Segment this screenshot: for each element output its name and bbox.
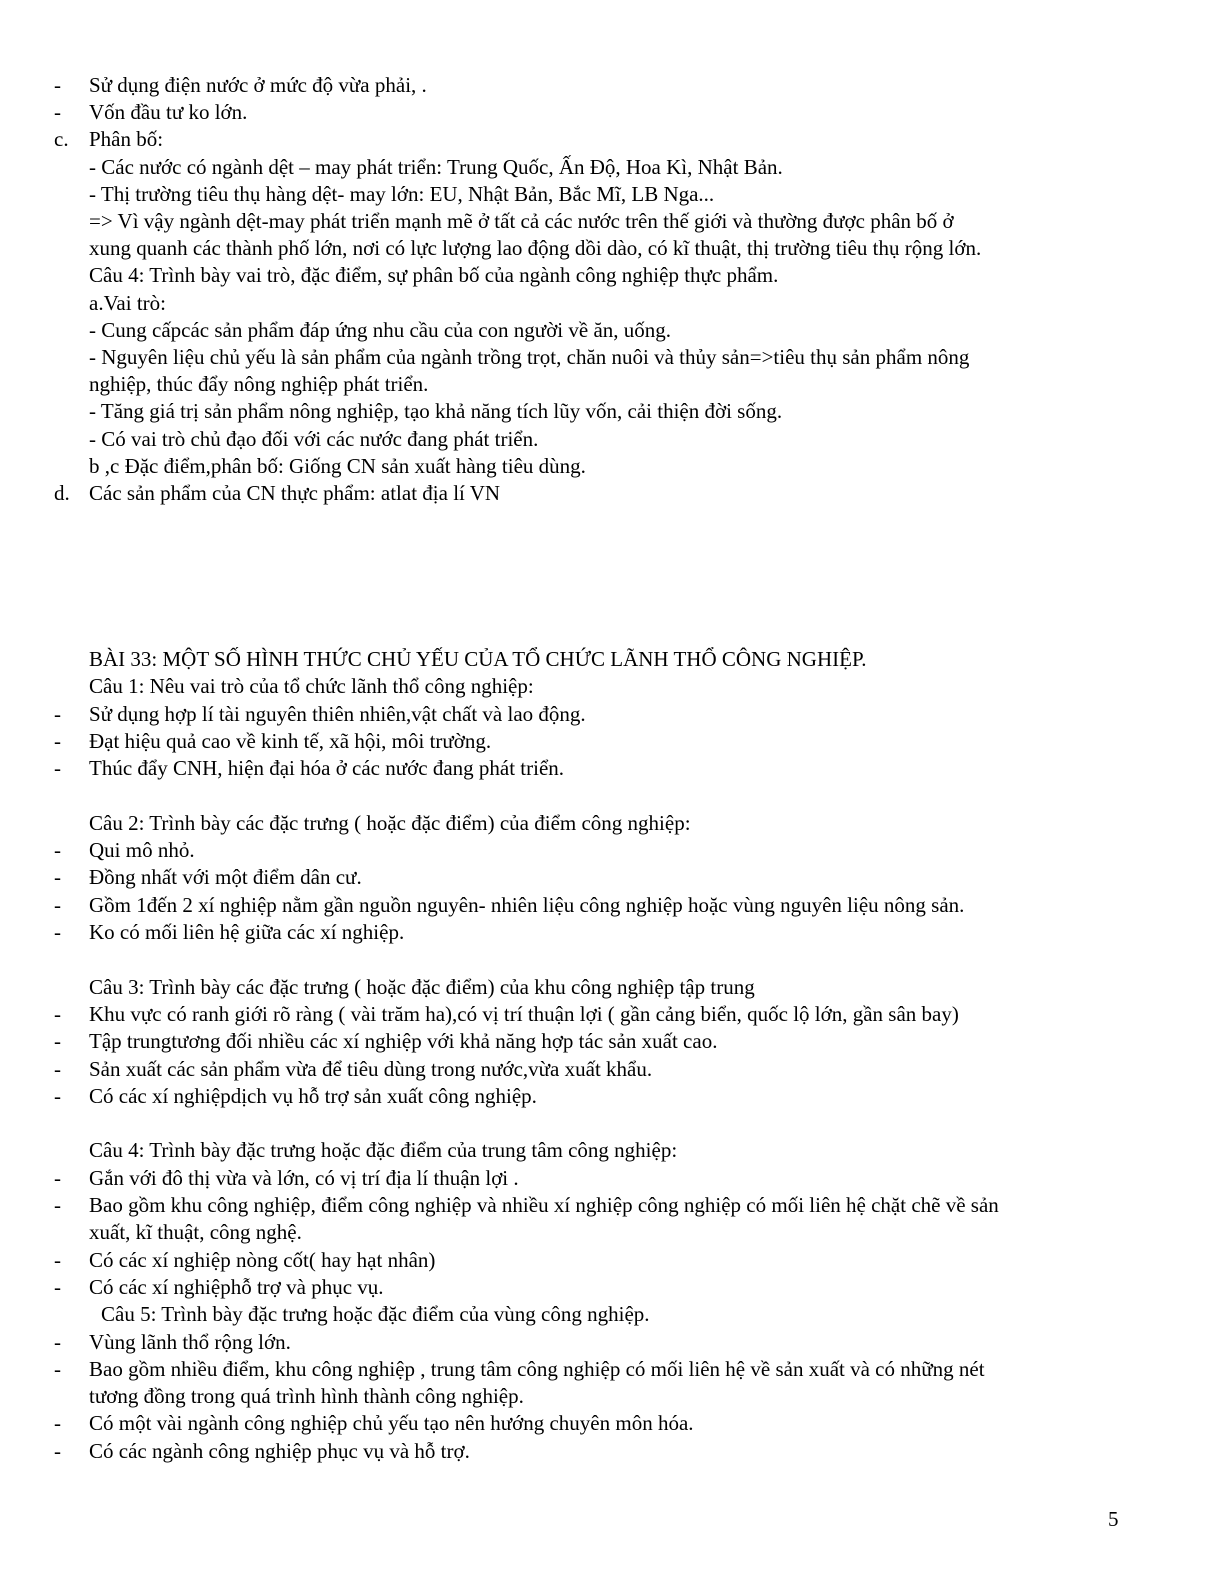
text-line (0, 426, 1224, 453)
line-text: Thúc đẩy CNH, hiện đại hóa ở các nước đang phát triển. (89, 756, 565, 781)
list-marker: - (54, 756, 61, 781)
text-line (0, 480, 1224, 507)
text-line (0, 72, 1224, 99)
text-line (0, 317, 1224, 344)
list-marker: - (54, 1247, 61, 1272)
line-text: Đạt hiệu quả cao về kinh tế, xã hội, môi trường. (89, 728, 492, 753)
list-marker: - (54, 838, 61, 863)
text-line (0, 1356, 1224, 1383)
list-marker: - (54, 1193, 61, 1217)
line-text: a.Vai trò: (89, 290, 166, 315)
line-text: Câu 5: Trình bày đặc trưng hoặc đặc điểm của vùng công nghiệp. (101, 1302, 650, 1327)
line-text: Ko có mối liên hệ giữa các xí nghiệp. (89, 920, 405, 944)
list-marker: - (54, 100, 61, 125)
line-text: Gắn với đô thị vừa và lớn, có vị trí địa lí thuận lợi . (89, 1165, 519, 1190)
line-text: xuất, kĩ thuật, công nghệ. (89, 1220, 302, 1245)
line-text: Câu 4: Trình bày đặc trưng hoặc đặc điểm của trung tâm công nghiệp: (89, 1138, 678, 1163)
text-line (0, 864, 1224, 891)
text-line (0, 99, 1224, 126)
text-line (0, 235, 1224, 262)
line-text: Gồm 1đến 2 xí nghiệp nằm gần nguồn nguyên- nhiên liệu công nghiệp hoặc vùng nguyên liệu nông sản. (89, 892, 965, 917)
list-marker: - (54, 1411, 61, 1436)
text-line (0, 701, 1224, 728)
text-line (0, 1219, 1224, 1246)
line-text: Câu 1: Nêu vai trò của tổ chức lãnh thổ công nghiệp: (89, 674, 534, 699)
text-line (0, 1028, 1224, 1055)
line-text: - Các nước có ngành dệt – may phát triển: Trung Quốc, Ấn Độ, Hoa Kì, Nhật Bản. (89, 154, 783, 179)
text-line (0, 728, 1224, 755)
text-line (0, 919, 1224, 946)
text-line (0, 1165, 1224, 1192)
list-marker: c. (54, 127, 69, 152)
text-line (0, 837, 1224, 864)
line-text: b ,c Đặc điểm,phân bố: Giống CN sản xuất hàng tiêu dùng. (89, 453, 586, 478)
line-text: Có các xí nghiệphỗ trợ và phục vụ. (89, 1274, 384, 1299)
text-line (0, 755, 1224, 782)
text-line (0, 1329, 1224, 1356)
text-line (0, 1247, 1224, 1274)
line-text: Câu 3: Trình bày các đặc trưng ( hoặc đặc điểm) của khu công nghiệp tập trung (89, 974, 755, 999)
line-text: Có các xí nghiệpdịch vụ hỗ trợ sản xuất công nghiệp. (89, 1083, 537, 1108)
text-line (0, 1110, 1224, 1137)
text-line (0, 208, 1224, 235)
line-text: Có các xí nghiệp nòng cốt( hay hạt nhân) (89, 1247, 436, 1272)
text-line (0, 290, 1224, 317)
page-number: 5 (1108, 1507, 1119, 1531)
text-line (0, 344, 1224, 371)
text-line (0, 783, 1224, 810)
list-marker: - (54, 1165, 61, 1190)
text-line (0, 1192, 1224, 1219)
line-text: tương đồng trong quá trình hình thành công nghiệp. (89, 1384, 524, 1409)
list-marker: - (54, 73, 61, 97)
list-marker: - (54, 728, 61, 753)
text-line (0, 262, 1224, 289)
list-marker: - (54, 1356, 61, 1381)
text-line (0, 1083, 1224, 1110)
text-line (0, 398, 1224, 425)
list-marker: - (54, 1001, 61, 1026)
list-marker: - (54, 1029, 61, 1054)
line-text: - Tăng giá trị sản phẩm nông nghiệp, tạo khả năng tích lũy vốn, cải thiện đời sống. (89, 399, 783, 424)
text-line (0, 371, 1224, 398)
line-text: Câu 4: Trình bày vai trò, đặc điểm, sự phân bố của ngành công nghiệp thực phẩm. (89, 263, 779, 288)
text-line (0, 154, 1224, 181)
line-text: Vốn đầu tư ko lớn. (89, 100, 248, 125)
line-text: => Vì vậy ngành dệt-may phát triển mạnh mẽ ở tất cả các nước trên thế giới và thường được phân bố ở (89, 209, 954, 233)
line-text: Đồng nhất với một điểm dân cư. (89, 865, 362, 890)
line-text: Phân bố: (89, 127, 164, 152)
list-marker: d. (54, 481, 70, 505)
text-line (0, 673, 1224, 700)
line-text: Tập trungtương đối nhiều các xí nghiệp với khả năng hợp tác sản xuất cao. (89, 1029, 718, 1054)
text-line (0, 974, 1224, 1001)
line-text: Sản xuất các sản phẩm vừa để tiêu dùng trong nước,vừa xuất khẩu. (89, 1056, 653, 1081)
line-text: Các sản phẩm của CN thực phẩm: atlat địa lí VN (89, 481, 501, 505)
text-line (0, 646, 1224, 673)
line-text: - Thị trường tiêu thụ hàng dệt- may lớn: EU, Nhật Bản, Bắc Mĩ, LB Nga... (89, 181, 715, 206)
list-marker: - (54, 1083, 61, 1108)
text-line (0, 1056, 1224, 1083)
line-text: - Nguyên liệu chủ yếu là sản phẩm của ngành trồng trọt, chăn nuôi và thủy sản=>tiêu thụ sản phẩm nông (89, 345, 970, 369)
text-line (0, 946, 1224, 973)
text-line (0, 1274, 1224, 1301)
text-line (0, 181, 1224, 208)
line-text: Câu 2: Trình bày các đặc trưng ( hoặc đặc điểm) của điểm công nghiệp: (89, 810, 691, 835)
line-text: Bao gồm nhiều điểm, khu công nghiệp , trung tâm công nghiệp có mối liên hệ về sản xuất và có những nét (89, 1356, 985, 1381)
text-line (0, 1301, 1224, 1328)
line-text: Vùng lãnh thổ rộng lớn. (89, 1329, 291, 1354)
line-text: Sử dụng điện nước ở mức độ vừa phải, . (89, 73, 427, 97)
line-text: nghiệp, thúc đẩy nông nghiệp phát triển. (89, 372, 429, 397)
list-marker: - (54, 1438, 61, 1463)
text-line (0, 1137, 1224, 1164)
text-line (0, 892, 1224, 919)
text-line (0, 453, 1224, 480)
list-marker: - (54, 1329, 61, 1354)
list-marker: - (54, 865, 61, 890)
line-text: BÀI 33: MỘT SỐ HÌNH THỨC CHỦ YẾU CỦA TỔ CHỨC LÃNH THỔ CÔNG NGHIỆP. (89, 647, 867, 671)
line-text: - Cung cấpcác sản phẩm đáp ứng nhu cầu của con người về ăn, uống. (89, 317, 672, 342)
list-marker: - (54, 701, 61, 726)
list-marker: - (54, 892, 61, 917)
list-marker: - (54, 1056, 61, 1081)
text-line (0, 1438, 1224, 1465)
text-line (0, 126, 1224, 153)
line-text: Khu vực có ranh giới rõ ràng ( vài trăm ha),có vị trí thuận lợi ( gần cảng biển, quốc lộ lớn, gần sân bay) (89, 1001, 959, 1026)
line-text: xung quanh các thành phố lớn, nơi có lực lượng lao động dồi dào, có kĩ thuật, thị trường tiêu thụ rộng lớn. (89, 236, 982, 261)
text-line (0, 1383, 1224, 1410)
line-text: Có một vài ngành công nghiệp chủ yếu tạo nên hướng chuyên môn hóa. (89, 1411, 694, 1436)
line-text: Bao gồm khu công nghiệp, điểm công nghiệp và nhiều xí nghiệp công nghiệp có mối liên hệ chặt chẽ về sản (89, 1193, 999, 1217)
line-text: Qui mô nhỏ. (89, 838, 195, 863)
list-marker: - (54, 920, 61, 944)
text-line (0, 1410, 1224, 1437)
line-text: Có các ngành công nghiệp phục vụ và hỗ trợ. (89, 1438, 470, 1463)
list-marker: - (54, 1274, 61, 1299)
line-text: - Có vai trò chủ đạo đối với các nước đang phát triển. (89, 426, 539, 451)
line-text: Sử dụng hợp lí tài nguyên thiên nhiên,vật chất và lao động. (89, 701, 586, 726)
text-line (0, 810, 1224, 837)
text-line (0, 1001, 1224, 1028)
